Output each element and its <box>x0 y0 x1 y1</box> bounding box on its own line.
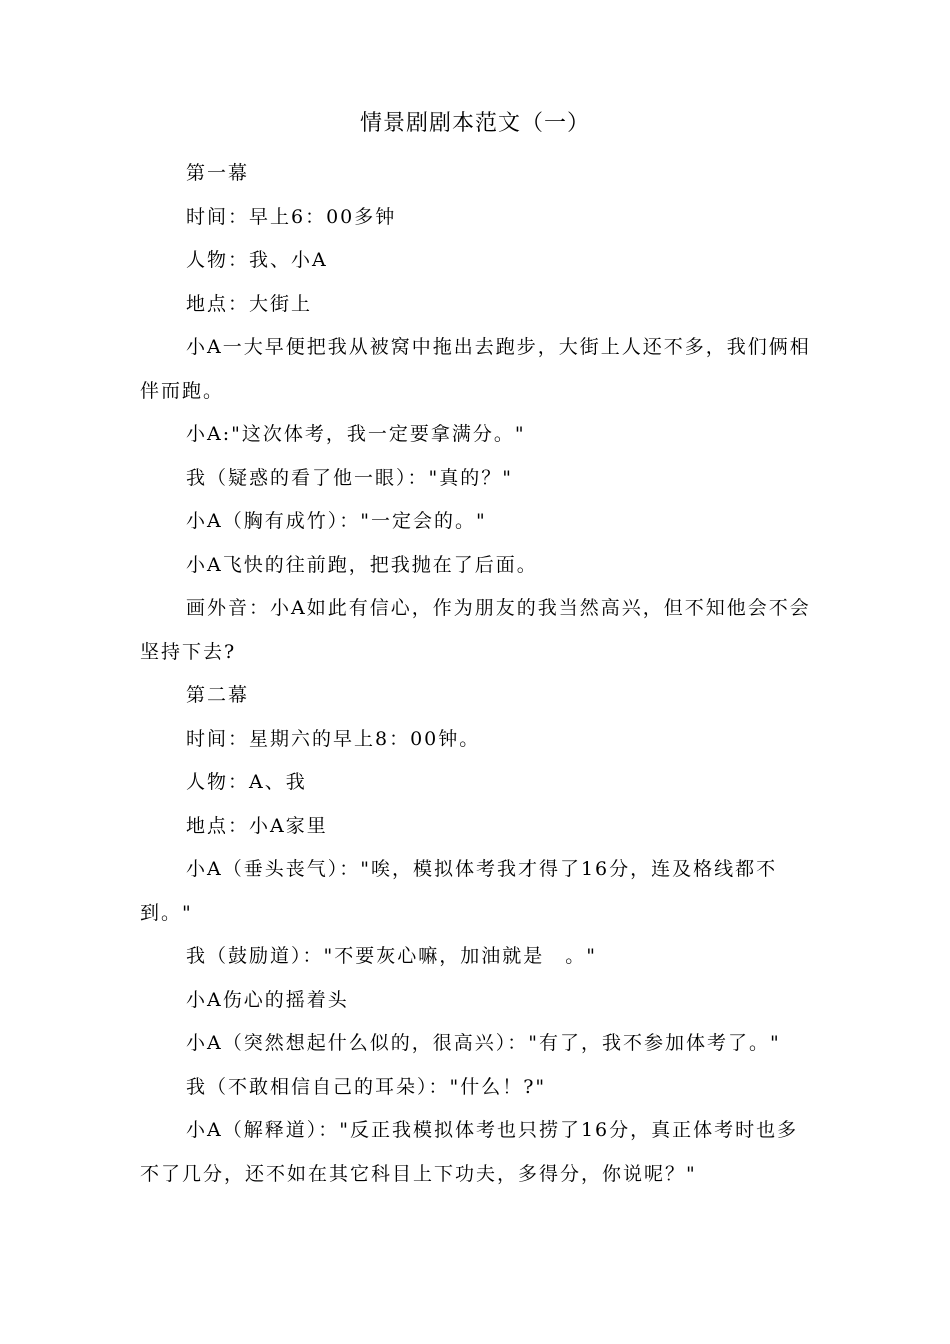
paragraph: 人物：我、小A <box>186 249 328 271</box>
paragraph: 小A（解释道）："反正我模拟体考也只捞了16分，真正体考时也多不了几分，还不如在其它科目上下功夫，多得分，你说呢？" <box>140 1119 799 1185</box>
paragraph: 时间：早上6：00多钟 <box>186 205 397 228</box>
paragraph: 地点：小A家里 <box>186 814 328 837</box>
paragraph: 第二幕 <box>186 684 250 706</box>
paragraph: 第一幕 <box>186 162 250 184</box>
paragraph: 小A（突然想起什么似的，很高兴）："有了，我不参加体考了。" <box>186 1032 781 1054</box>
paragraph: 我（鼓励道）："不要灰心嘛，加油就是 。" <box>186 945 597 967</box>
document-title: 情景剧剧本范文（一） <box>359 111 590 136</box>
paragraph: 小A飞快的往前跑，把我抛在了后面。 <box>186 553 538 576</box>
paragraph: 小A伤心的摇着头 <box>186 988 349 1011</box>
paragraph: 小A:"这次体考，我一定要拿满分。" <box>186 423 526 445</box>
paragraph: 人物：A、我 <box>186 771 307 793</box>
document-body <box>140 152 812 1196</box>
paragraph: 我（疑惑的看了他一眼）："真的？" <box>186 466 513 489</box>
paragraph: 时间：星期六的早上8：00钟。 <box>186 727 481 750</box>
paragraph: 小A（垂头丧气）："唉，模拟体考我才得了16分，连及格线都不到。" <box>140 858 778 924</box>
paragraph: 我（不敢相信自己的耳朵）："什么！?" <box>186 1075 547 1098</box>
paragraph: 小A（胸有成竹）："一定会的。" <box>186 510 487 532</box>
paragraph: 地点：大街上 <box>186 292 313 315</box>
paragraph: 画外音：小A如此有信心，作为朋友的我当然高兴，但不知他会不会坚持下去? <box>140 597 811 663</box>
paragraph: 小A一大早便把我从被窝中拖出去跑步，大街上人还不多，我们俩相伴而跑。 <box>140 336 811 402</box>
